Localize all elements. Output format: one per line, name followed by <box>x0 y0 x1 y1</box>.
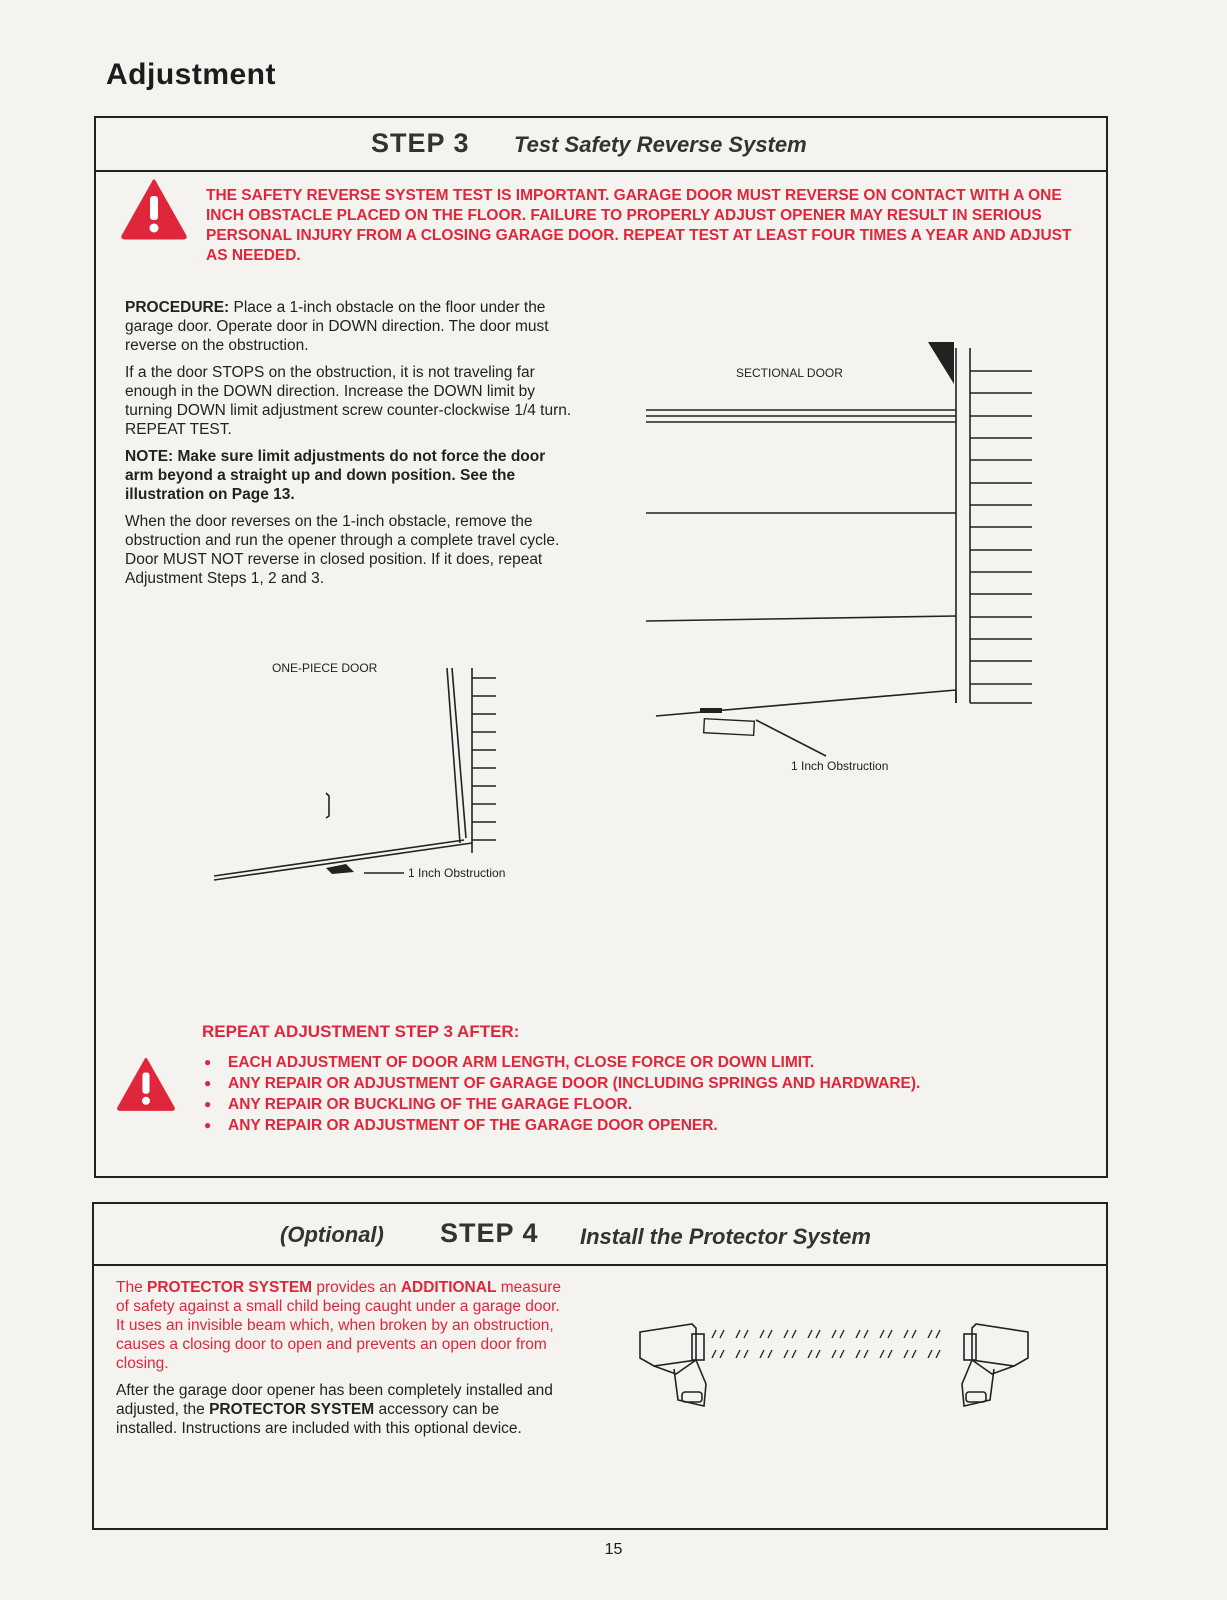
repeat-item: ● ANY REPAIR OR BUCKLING OF THE GARAGE FLOOR. <box>202 1094 920 1115</box>
page-number: 15 <box>604 1541 623 1558</box>
one-piece-door-label: ONE-PIECE DOOR <box>272 661 378 675</box>
intro-part: provides an <box>312 1279 401 1296</box>
step4-text <box>116 1278 564 1446</box>
after-part: accessory can be installed. Instructions are included with this optional device. <box>116 1401 522 1437</box>
step3-section <box>94 116 1108 1178</box>
additional-emphasis: ADDITIONAL <box>400 1279 497 1296</box>
intro-part: The <box>116 1279 148 1296</box>
repeat-item: ● ANY REPAIR OR ADJUSTMENT OF THE GARAGE DOOR OPENER. <box>202 1115 920 1136</box>
intro-part: measure of safety against a small child being caught under a garage door. It uses an invisible beam which, when broken by an obstruction, causes a closing door to open and prevents an open door from closing. <box>116 1279 562 1372</box>
sectional-door-label: SECTIONAL DOOR <box>736 366 843 380</box>
stops-paragraph: If a the door STOPS on the obstruction, it is not traveling far enough in the DOWN direction. Increase the DOWN limit by turning DOWN limit adjustment screw counter-clockwise 1/4 turn. REPEAT TEST. <box>125 364 572 438</box>
one-piece-obstruction-label: 1 Inch Obstruction <box>408 866 506 880</box>
sectional-door-illustration <box>636 338 1056 778</box>
repeat-list <box>202 1052 920 1136</box>
procedure-body: Place a 1-inch obstacle on the floor under the garage door. Operate door in DOWN direction. The door must reverse on the obstruction. <box>125 299 549 354</box>
warning-triangle-icon-2 <box>116 1056 176 1112</box>
step3-warning-text: THE SAFETY REVERSE SYSTEM TEST IS IMPORTANT. GARAGE DOOR MUST REVERSE ON CONTACT WITH A ONE INCH OBSTACLE PLACED ON THE FLOOR. FAILURE TO PROPERLY ADJUST OPENER MAY RESULT IN SERIOUS PERSONAL INJURY FROM A CLOSING GARAGE DOOR. REPEAT TEST AT LEAST FOUR TIMES A YEAR AND ADJUST AS NEEDED. <box>206 187 1072 264</box>
after-part: After the garage door opener has been completely installed and adjusted, the <box>116 1382 553 1418</box>
protector-intro-paragraph <box>116 1278 564 1373</box>
page-title: Adjustment <box>106 58 276 91</box>
protector-name: PROTECTOR SYSTEM <box>147 1279 313 1296</box>
note-paragraph: NOTE: Make sure limit adjustments do not force the door arm beyond a straight up and down position. See the illustration on Page 13. <box>125 448 546 503</box>
step4-label: STEP 4 <box>440 1218 539 1248</box>
protector-install-paragraph <box>116 1381 564 1438</box>
step3-procedure-text <box>125 298 575 596</box>
step3-subtitle: Test Safety Reverse System <box>514 132 807 157</box>
sectional-obstruction-label: 1 Inch Obstruction <box>791 759 889 773</box>
step4-section <box>92 1202 1108 1530</box>
step4-subtitle: Install the Protector System <box>580 1224 871 1249</box>
optional-label: (Optional) <box>280 1222 384 1247</box>
step4-header <box>94 1204 1106 1266</box>
protector-system-illustration <box>634 1314 1034 1429</box>
step3-header <box>96 118 1106 172</box>
repeat-item: ● EACH ADJUSTMENT OF DOOR ARM LENGTH, CLOSE FORCE OR DOWN LIMIT. <box>202 1052 920 1073</box>
warning-triangle-icon <box>120 178 188 240</box>
procedure-label: PROCEDURE: <box>125 299 230 316</box>
repeat-item: ● ANY REPAIR OR ADJUSTMENT OF GARAGE DOOR (INCLUDING SPRINGS AND HARDWARE). <box>202 1073 920 1094</box>
one-piece-door-illustration <box>214 658 514 888</box>
step3-label: STEP 3 <box>371 128 470 158</box>
protector-name: PROTECTOR SYSTEM <box>209 1401 375 1418</box>
reverses-paragraph: When the door reverses on the 1-inch obstacle, remove the obstruction and run the opener through a complete travel cycle. Door MUST NOT reverse in closed position. If it does, repeat Adjustment Steps 1, 2 and 3. <box>125 513 560 587</box>
repeat-heading: REPEAT ADJUSTMENT STEP 3 AFTER: <box>202 1022 520 1041</box>
